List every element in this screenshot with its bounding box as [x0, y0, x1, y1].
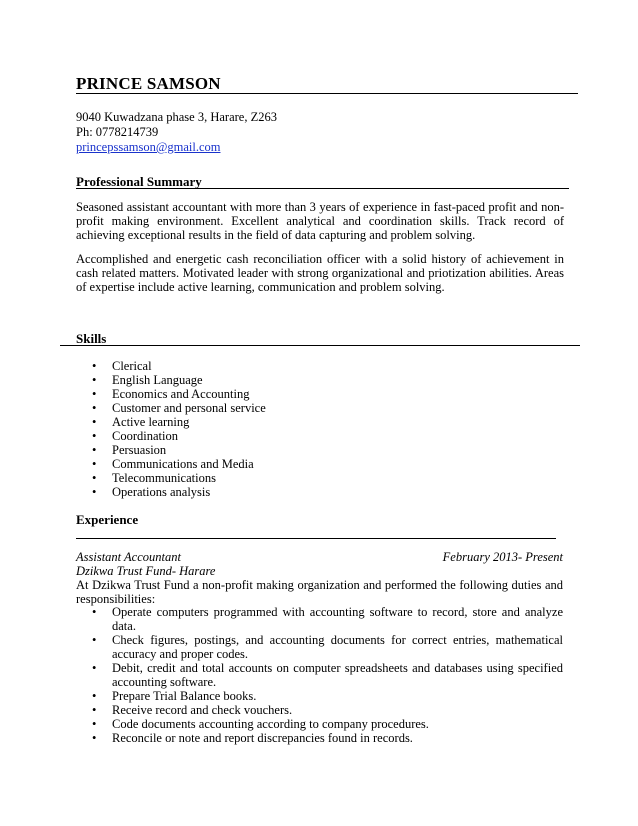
skill-label: Economics and Accounting [112, 387, 250, 401]
skill-label: Coordination [112, 429, 178, 443]
duty-text: Debit, credit and total accounts on computer spreadsheets and databases using specified accounting software. [112, 661, 563, 689]
job-dates: February 2013- Present [442, 550, 563, 564]
duty-text: Code documents accounting according to company procedures. [112, 717, 429, 731]
skill-item [92, 401, 266, 415]
address: 9040 Kuwadzana phase 3, Harare, Z263 [76, 110, 277, 124]
duty-text: Prepare Trial Balance books. [112, 689, 257, 703]
duty-item [92, 717, 563, 731]
skill-item [92, 429, 266, 443]
summary-heading: Professional Summary [76, 174, 202, 189]
job-intro: At Dzikwa Trust Fund a non-profit making organization and performed the following duties and responsibilities: [76, 578, 563, 606]
skill-label: Active learning [112, 415, 190, 429]
skill-item [92, 359, 266, 373]
skill-label: Clerical [112, 359, 152, 373]
summary-underline [76, 188, 569, 189]
duty-item [92, 661, 563, 689]
bullet-icon: • [92, 401, 97, 415]
bullet-icon: • [92, 359, 97, 373]
bullet-icon: • [92, 443, 97, 457]
candidate-name: PRINCE SAMSON [76, 74, 221, 93]
bullet-icon: • [92, 605, 97, 619]
bullet-icon: • [92, 689, 97, 703]
bullet-icon: • [92, 661, 97, 675]
skill-item [92, 471, 266, 485]
bullet-icon: • [92, 703, 97, 717]
skill-item [92, 443, 266, 457]
duty-text: Operate computers programmed with accounting software to record, store and analyze data. [112, 605, 563, 633]
skill-item [92, 373, 266, 387]
skill-label: Persuasion [112, 443, 167, 457]
duty-item [92, 689, 563, 703]
bullet-icon: • [92, 485, 97, 499]
bullet-icon: • [92, 731, 97, 745]
skill-item [92, 485, 266, 499]
skill-label: Communications and Media [112, 457, 254, 471]
skill-label: Operations analysis [112, 485, 211, 499]
skills-heading: Skills [76, 331, 107, 346]
bullet-icon: • [92, 471, 97, 485]
bullet-icon: • [92, 373, 97, 387]
bullet-icon: • [92, 387, 97, 401]
summary-paragraph-1: Seasoned assistant accountant with more than 3 years of experience in fast-paced profit and non-profit making environment. Excellent analytical and coordination skills. Track record of achieving exceptional results in the field of data capturing and problem solving. [76, 200, 564, 242]
bullet-icon: • [92, 633, 97, 647]
bullet-icon: • [92, 429, 97, 443]
duty-item [92, 731, 563, 745]
experience-heading: Experience [76, 512, 139, 527]
bullet-icon: • [92, 457, 97, 471]
phone: Ph: 0778214739 [76, 125, 159, 139]
skill-item [92, 387, 266, 401]
duties-list [92, 605, 563, 745]
summary-paragraph-2: Accomplished and energetic cash reconciliation officer with a solid history of achievement in cash related matters. Motivated leader with strong organizational and priotization abilities. Areas of expertise include active learning, communication and problem solving. [76, 252, 564, 294]
duty-item [92, 703, 563, 717]
email-link[interactable]: princepssamson@gmail.com [76, 140, 221, 154]
skill-item [92, 457, 266, 471]
experience-underline [76, 538, 556, 539]
name-underline [76, 93, 578, 94]
duty-text: Reconcile or note and report discrepancies found in records. [112, 731, 413, 745]
skills-list [92, 359, 266, 499]
job-title: Assistant Accountant [76, 550, 181, 564]
duty-text: Check figures, postings, and accounting documents for correct entries, mathematical accuracy and proper codes. [112, 633, 563, 661]
duty-item [92, 633, 563, 661]
skill-label: English Language [112, 373, 203, 387]
skill-label: Telecommunications [112, 471, 216, 485]
skill-item [92, 415, 266, 429]
bullet-icon: • [92, 415, 97, 429]
job-company: Dzikwa Trust Fund- Harare [76, 564, 216, 578]
duty-text: Receive record and check vouchers. [112, 703, 293, 717]
skills-underline [60, 345, 580, 346]
duty-item [92, 605, 563, 633]
bullet-icon: • [92, 717, 97, 731]
skill-label: Customer and personal service [112, 401, 266, 415]
